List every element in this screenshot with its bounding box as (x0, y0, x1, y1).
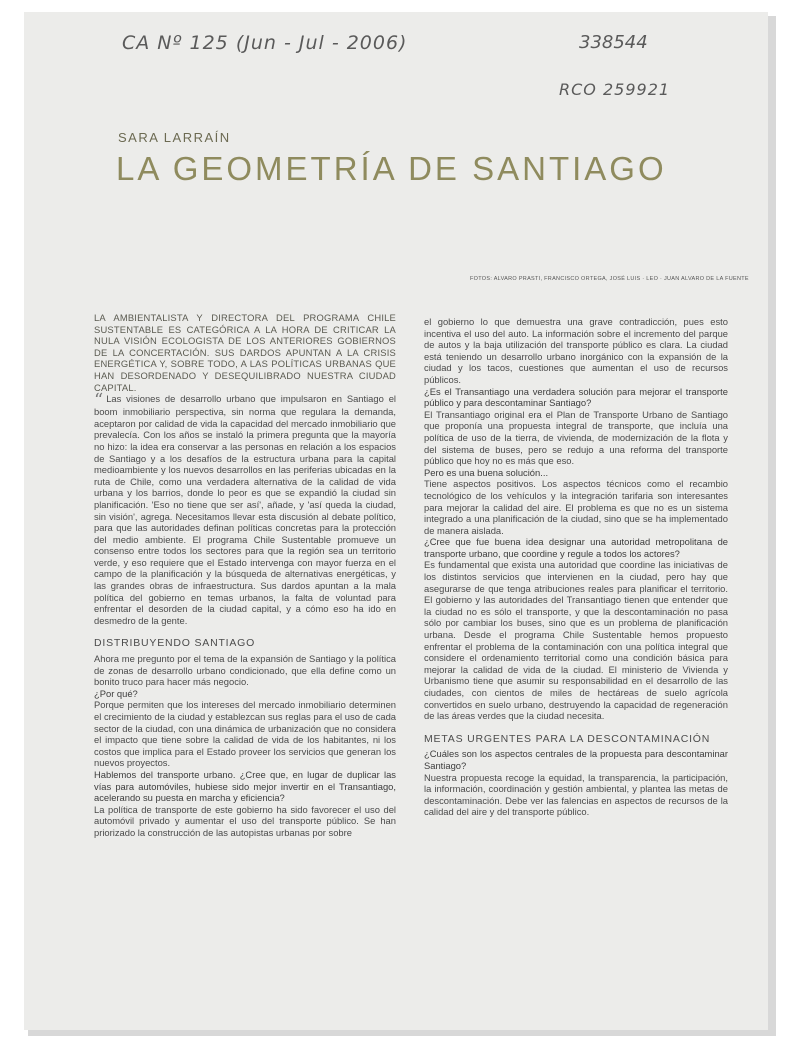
section-heading-metas: METAS URGENTES PARA LA DESCONTAMINACIÓN (424, 732, 711, 745)
paragraph: el gobierno lo que demuestra una grave contradicción, pues esto incentiva el uso del auto. La información sobre el incremento del parque de autos y la baja utilización del transporte público es clara. La ciudad está teniendo un desarrollo urbano inorgánico con la expansión de la ciudad y los tacos, cuestiones que aumentan el uso de recursos públicos. (424, 316, 728, 385)
answer: Es fundamental que exista una autoridad que coordine las iniciativas de los distintos servicios que intervienen en la ciudad, pero hay que asegurarse de que tenga atribuciones reales para planificar el territorio. El gobierno y las autoridades del Transantiago tienen que entender que la ciudad no es sólo el transporte, y que la descontaminación no pasa sólo por cambiar los buses, sino que es un problema de planificación urbana. Desde el programa Chile Sustentable hemos propuesto enfrentar el problema de la contaminación con una política integral que considere el ordenamiento territorial como una condición básica para mejorar la calidad de vida de la ciudad. El ministerio de Vivienda y Urbanismo tiene que asumir su responsabilidad en el desarrollo de las ciudades, con cientos de miles de hectáreas de suelo agrícola convertidos en suelo urbano, destruyendo la capacidad de regeneración de las áreas verdes que la ciudad necesita. (424, 559, 728, 722)
answer: La política de transporte de este gobierno ha sido favorecer el uso del automóvil privado y aumentar el uso del transporte público. Se han priorizado la construcción de las autopistas urbanas por sobre (94, 803, 396, 838)
right-column (424, 316, 728, 818)
intro-paragraph: “ Las visiones de desarrollo urbano que impulsaron en Santiago el boom inmobiliario perspectiva, sin norma que regulara la demanda, aceptaron por calidad de vida la capacidad del mercado inmobiliario que prevalecía. Con los años se instaló la primera pregunta que la mayoría no hizo: la idea era conservar a las personas en relación a los espacios de Santiago y a los desafíos de la estructura urbana para la capital medioambiente y los nuevos desarrollos en las periferias ubicadas en la ruta de Chile, como una verdadera alternativa de la calidad de vida urbana y los barrios, donde lo peor es que se expandió la ciudad sin planificación. 'Eso no tiene que ser así', añade, y 'así queda la ciudad, sin visión', agrega. Necesitamos llevar esta discusión al debate político, para que las autoridades definan políticas concretas para la protección del medio ambiente. El programa Chile Sustentable promueve un consenso entre todos los sectores para que la región sea un territorio verde, y eso requiere que el Estado intervenga con mayor fuerza en el campo de la planificación y la búsqueda de alternativas energéticas, y las grandes obras de infraestructura. Sus dardos apuntan a la mala política del gobierno en temas urbanos, la falta de voluntad para enfrentar el desorden de la ciudad capital, y a cómo eso ha ido en desmedro de la gente. (94, 390, 396, 626)
article-title: LA GEOMETRÍA DE SANTIAGO (116, 150, 667, 187)
question: ¿Por qué? (94, 687, 138, 699)
handwritten-record-code: RCO 259921 (559, 80, 671, 99)
question: Hablemos del transporte urbano. ¿Cree que, en lugar de duplicar las vías para automóviles, hubiese sido mejor invertir en el Transantiago, acelerando su puesta en marcha y eficiencia? (94, 768, 396, 804)
question: ¿Es el Transantiago una verdadera solución para mejorar el transporte público y para descontaminar Santiago? (424, 385, 728, 409)
article-lede: LA AMBIENTALISTA Y DIRECTORA DEL PROGRAMA CHILE SUSTENTABLE ES CATEGÓRICA A LA HORA DE CRITICAR LA NULA VISIÓN ECOLOGISTA DE LOS ANTERIORES GOBIERNOS DE LA CONCERTACIÓN. SUS DARDOS APUNTAN A LA CRISIS ENERGÉTICA Y, SOBRE TODO, A LAS POLÍTICAS URBANAS QUE HAN DESORDENADO Y DESEQUILIBRADO NUESTRA CIUDAD CAPITAL. (94, 312, 396, 393)
photo-credits: FOTOS: ALVARO PRASTI, FRANCISCO ORTEGA, JOSÉ LUIS · LEO · JUAN ALVARO DE LA FUENTE (470, 276, 749, 282)
answer: Tiene aspectos positivos. Los aspectos técnicos como el recambio tecnológico de los vehículos y la integración tarifaria son interesantes para mejorar la calidad del aire. El problema es que no es un sistema integrado a una planificación de la ciudad, sino que se ha implementado de manera aislada. (424, 478, 728, 536)
question: ¿Cuáles son los aspectos centrales de la propuesta para descontaminar Santiago? (424, 748, 728, 771)
question: ¿Cree que fue buena idea designar una autoridad metropolitana de transporte urbano, que coordine y regule a todos los actores? (424, 536, 728, 559)
answer: El Transantiago original era el Plan de Transporte Urbano de Santiago que proponía una propuesta integral de transporte, que incluía una política de uso de la tierra, de vivienda, de modernización de la flota y del sistema de buses, pero se redujo a una reforma del transporte público que hoy no es más que eso. (424, 408, 728, 467)
handwritten-number: 338544 (579, 32, 648, 53)
question: Pero es una buena solución... (424, 466, 549, 478)
left-column (94, 312, 396, 839)
answer: Porque permiten que los intereses del mercado inmobiliario determinen el crecimiento de la ciudad y establezcan sus reglas para el uso de cada sector de la ciudad, con una dinámica de urbanización que no considera el impacto que tiene sobre la calidad de vida de los habitantes, ni los costos que implica para el Estado proveer los servicios que generan los nuevos proyectos. (94, 699, 396, 769)
section-body: Ahora me pregunto por el tema de la expansión de Santiago y la política de zonas de desarrollo urbano condicionado, que ella define como un bonito truco para hacer más negocio. (94, 653, 396, 688)
handwritten-catalog-note: CA Nº 125 (Jun - Jul - 2006) (122, 32, 408, 54)
author-byline: SARA LARRAÍN (118, 130, 231, 145)
section-heading-distribuyendo: DISTRIBUYENDO SANTIAGO (94, 637, 256, 650)
answer: Nuestra propuesta recoge la equidad, la transparencia, la participación, la información, coordinación y gestión ambiental, y plantea las metas de descontaminación. Debe ver las falencias en aspectos de recursos de la calidad del aire y del transporte público. (424, 771, 728, 818)
quote-mark-icon: “ (94, 390, 104, 412)
